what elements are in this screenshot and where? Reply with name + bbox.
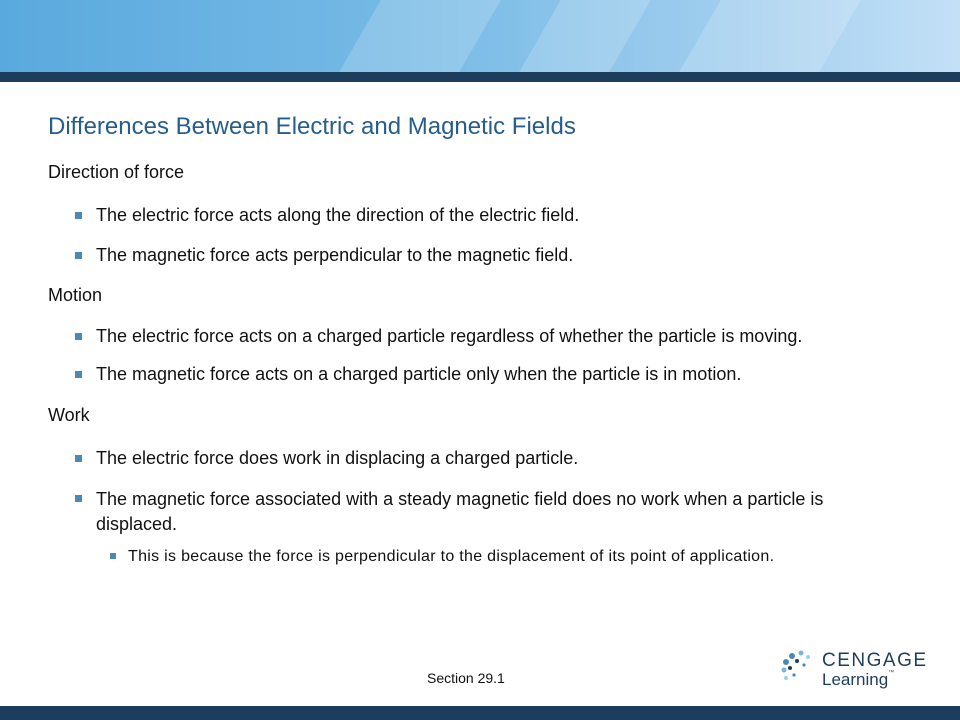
slide-title: Differences Between Electric and Magnetic Fields bbox=[48, 113, 576, 140]
logo-word-learning bbox=[822, 670, 894, 690]
cengage-dots-icon bbox=[780, 648, 820, 692]
bullet-square-icon bbox=[110, 553, 116, 559]
banner-facet bbox=[339, 0, 501, 72]
bullet-square-icon bbox=[75, 252, 82, 259]
bullet-item bbox=[48, 363, 888, 385]
cengage-logo bbox=[780, 648, 928, 692]
section-heading-work: Work bbox=[48, 405, 90, 425]
logo-learning-text: Learning bbox=[822, 670, 889, 689]
section-footer: Section 29.1 bbox=[427, 670, 505, 686]
sub-bullet-text: This is because the force is perpendicular to the displacement of its point of application. bbox=[128, 548, 775, 565]
bullet-text: The electric force acts along the direction of the electric field. bbox=[96, 205, 580, 225]
banner-facet bbox=[519, 0, 651, 72]
footer-bar bbox=[0, 706, 960, 720]
bullet-item bbox=[48, 325, 888, 347]
bullet-item bbox=[48, 204, 888, 226]
bullet-square-icon bbox=[75, 371, 82, 378]
banner-divider bbox=[0, 72, 960, 82]
bullet-item bbox=[48, 244, 888, 266]
bullet-item bbox=[48, 447, 888, 469]
bullet-square-icon bbox=[75, 212, 82, 219]
logo-word-cengage: CENGAGE bbox=[822, 650, 928, 671]
bullet-item bbox=[48, 487, 888, 537]
bullet-text: The magnetic force acts on a charged particle only when the particle is in motion. bbox=[96, 364, 742, 384]
sub-bullet-item bbox=[48, 545, 888, 568]
bullet-text: The magnetic force associated with a steady magnetic field does no work when a particle is displaced. bbox=[96, 489, 824, 534]
bullet-text: The electric force does work in displacing a charged particle. bbox=[96, 448, 579, 468]
section-heading-motion: Motion bbox=[48, 285, 103, 305]
section-heading-direction: Direction of force bbox=[48, 162, 185, 182]
header-banner bbox=[0, 0, 960, 72]
bullet-text: The electric force acts on a charged particle regardless of whether the particle is moving. bbox=[96, 326, 803, 346]
bullet-square-icon bbox=[75, 495, 82, 502]
bullet-text: The magnetic force acts perpendicular to the magnetic field. bbox=[96, 245, 574, 265]
slide-body bbox=[48, 160, 888, 568]
trademark-mark: ™ bbox=[888, 670, 895, 676]
bullet-square-icon bbox=[75, 455, 82, 462]
banner-facet bbox=[679, 0, 861, 72]
bullet-square-icon bbox=[75, 333, 82, 340]
